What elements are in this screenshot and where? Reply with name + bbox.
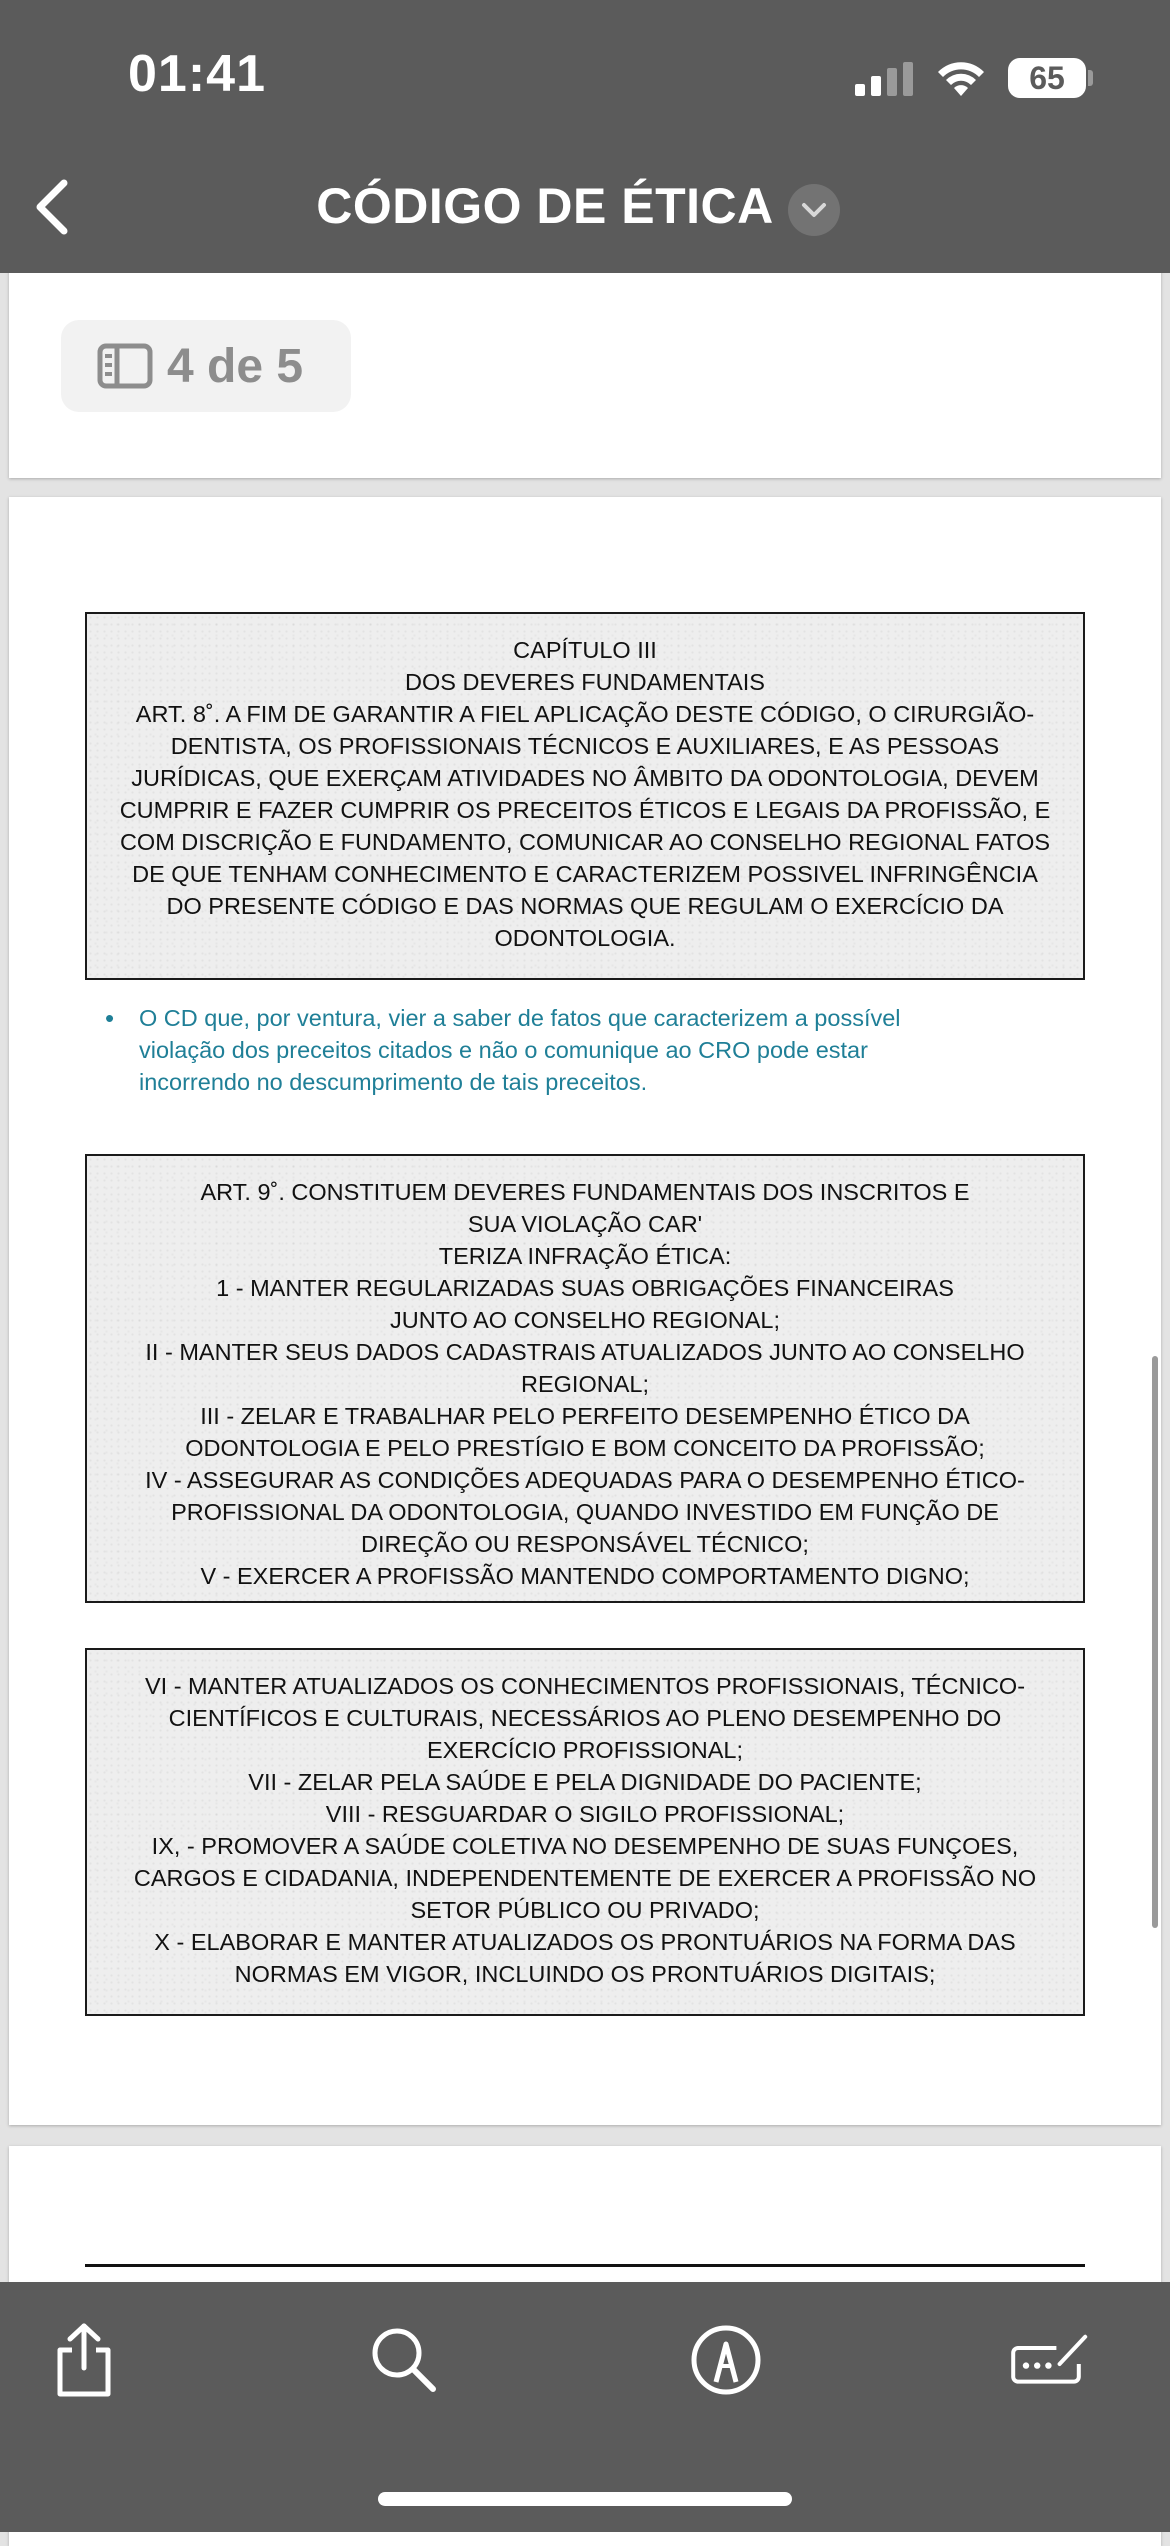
note-line: incorrendo no descumprimento de tais preceitos. [139,1069,648,1095]
box-line: ART. 8˚. A FIM DE GARANTIR A FIEL APLICAÇÃO DESTE CÓDIGO, O CIRURGIÃO- [135,701,1035,727]
top-bar [0,0,1170,273]
box-line: NORMAS EM VIGOR, INCLUINDO OS PRONTUÁRIOS DIGITAIS; [234,1961,936,1987]
box-line: II - MANTER SEUS DADOS CADASTRAIS ATUALIZADOS JUNTO AO CONSELHO [145,1339,1025,1365]
box-line: CUMPRIR E FAZER CUMPRIR OS PRECEITOS ÉTICOS E LEGAIS DA PROFISSÃO, E [119,797,1051,823]
note-line: O CD que, por ventura, vier a saber de fatos que caracterizem a possível [139,1005,901,1031]
box-line: ODONTOLOGIA E PELO PRESTÍGIO E BOM CONCEITO DA PROFISSÃO; [185,1435,985,1461]
chevron-down-icon [801,201,827,219]
share-icon [52,2322,116,2398]
scrollbar[interactable] [1152,1356,1158,1928]
markup-button[interactable] [686,2320,766,2400]
box-line: X - ELABORAR E MANTER ATUALIZADOS OS PRONTUÁRIOS NA FORMA DAS [154,1929,1016,1955]
bottom-toolbar [0,2282,1170,2532]
box-line: CAPÍTULO III [513,637,657,663]
box-line: SETOR PÚBLICO OU PRIVADO; [410,1897,760,1923]
box-line: VIII - RESGUARDAR O SIGILO PROFISSIONAL; [325,1801,845,1827]
document-title[interactable]: CÓDIGO DE ÉTICA [316,178,774,234]
box-line: TERIZA INFRAÇÃO ÉTICA: [438,1243,732,1269]
box-line: ODONTOLOGIA. [494,925,676,951]
box-line: CARGOS E CIDADANIA, INDEPENDENTEMENTE DE EXERCER A PROFISSÃO NO [133,1865,1037,1891]
box-line: COM DISCRIÇÃO E FUNDAMENTO, COMUNICAR AO CONSELHO REGIONAL FATOS [119,829,1051,855]
art-9-continued-box [85,1648,1085,2016]
box-line: IX, - PROMOVER A SAÚDE COLETIVA NO DESEMPENHO DE SUAS FUNÇOES, [151,1833,1019,1859]
note-bullet [105,1002,1025,1098]
box-line: VII - ZELAR PELA SAÚDE E PELA DIGNIDADE DO PACIENTE; [248,1769,922,1795]
box-line: DO PRESENTE CÓDIGO E DAS NORMAS QUE REGULAM O EXERCÍCIO DA [166,893,1004,919]
page-indicator[interactable] [61,320,351,412]
signal-icon [855,62,915,96]
next-box-border [85,2264,1085,2267]
box-line: 1 - MANTER REGULARIZADAS SUAS OBRIGAÇÕES FINANCEIRAS [216,1275,954,1301]
battery-tip [1088,70,1093,86]
markup-icon [690,2324,762,2396]
box-line: DIREÇÃO OU RESPONSÁVEL TÉCNICO; [361,1531,809,1557]
search-button[interactable] [364,2320,444,2400]
share-button[interactable] [44,2320,124,2400]
page-4 [9,497,1161,2125]
art-9-box [85,1154,1085,1603]
box-line: DOS DEVERES FUNDAMENTAIS [405,669,765,695]
box-line: DE QUE TENHAM CONHECIMENTO E CARACTERIZEM POSSIVEL INFRINGÊNCIA [132,861,1038,887]
form-fill-icon [1010,2325,1090,2395]
page-indicator-label: 4 de 5 [167,339,304,393]
box-line: IV - ASSEGURAR AS CONDIÇÕES ADEQUADAS PARA O DESEMPENHO ÉTICO- [145,1467,1025,1493]
box-line: ART. 9˚. CONSTITUEM DEVERES FUNDAMENTAIS DOS INSCRITOS E [200,1179,970,1205]
box-line: CIENTÍFICOS E CULTURAIS, NECESSÁRIOS AO PLENO DESEMPENHO DO [168,1705,1002,1731]
form-fill-button[interactable] [1010,2320,1090,2400]
page-3-preview [9,240,1161,478]
sidebar-icon [97,343,153,389]
box-line: JURÍDICAS, QUE EXERÇAM ATIVIDADES NO ÂMBITO DA ODONTOLOGIA, DEVEM [131,765,1039,791]
box-line: III - ZELAR E TRABALHAR PELO PERFEITO DESEMPENHO ÉTICO DA [200,1403,970,1429]
chapter-iii-box [85,612,1085,980]
title-menu-button[interactable] [788,184,840,236]
box-line: VI - MANTER ATUALIZADOS OS CONHECIMENTOS PROFISSIONAIS, TÉCNICO- [144,1673,1026,1699]
battery-icon: 65 [1008,58,1086,98]
status-time: 01:41 [128,45,266,103]
wifi-icon [936,58,986,98]
bullet-dot: • [105,1003,115,1033]
box-line: DENTISTA, OS PROFISSIONAIS TÉCNICOS E AUXILIARES, E AS PESSOAS [170,733,1000,759]
box-line: JUNTO AO CONSELHO REGIONAL; [389,1307,780,1333]
box-line: REGIONAL; [521,1371,649,1397]
search-icon [369,2325,439,2395]
box-line: EXERCÍCIO PROFISSIONAL; [426,1737,743,1763]
home-indicator[interactable] [378,2492,792,2506]
box-line: PROFISSIONAL DA ODONTOLOGIA, QUANDO INVESTIDO EM FUNÇÃO DE [171,1499,999,1525]
box-line: SUA VIOLAÇÃO CAR' [467,1211,703,1237]
box-line: V - EXERCER A PROFISSÃO MANTENDO COMPORTAMENTO DIGNO; [200,1563,970,1589]
note-line: violação dos preceitos citados e não o comunique ao CRO pode estar [139,1037,868,1063]
